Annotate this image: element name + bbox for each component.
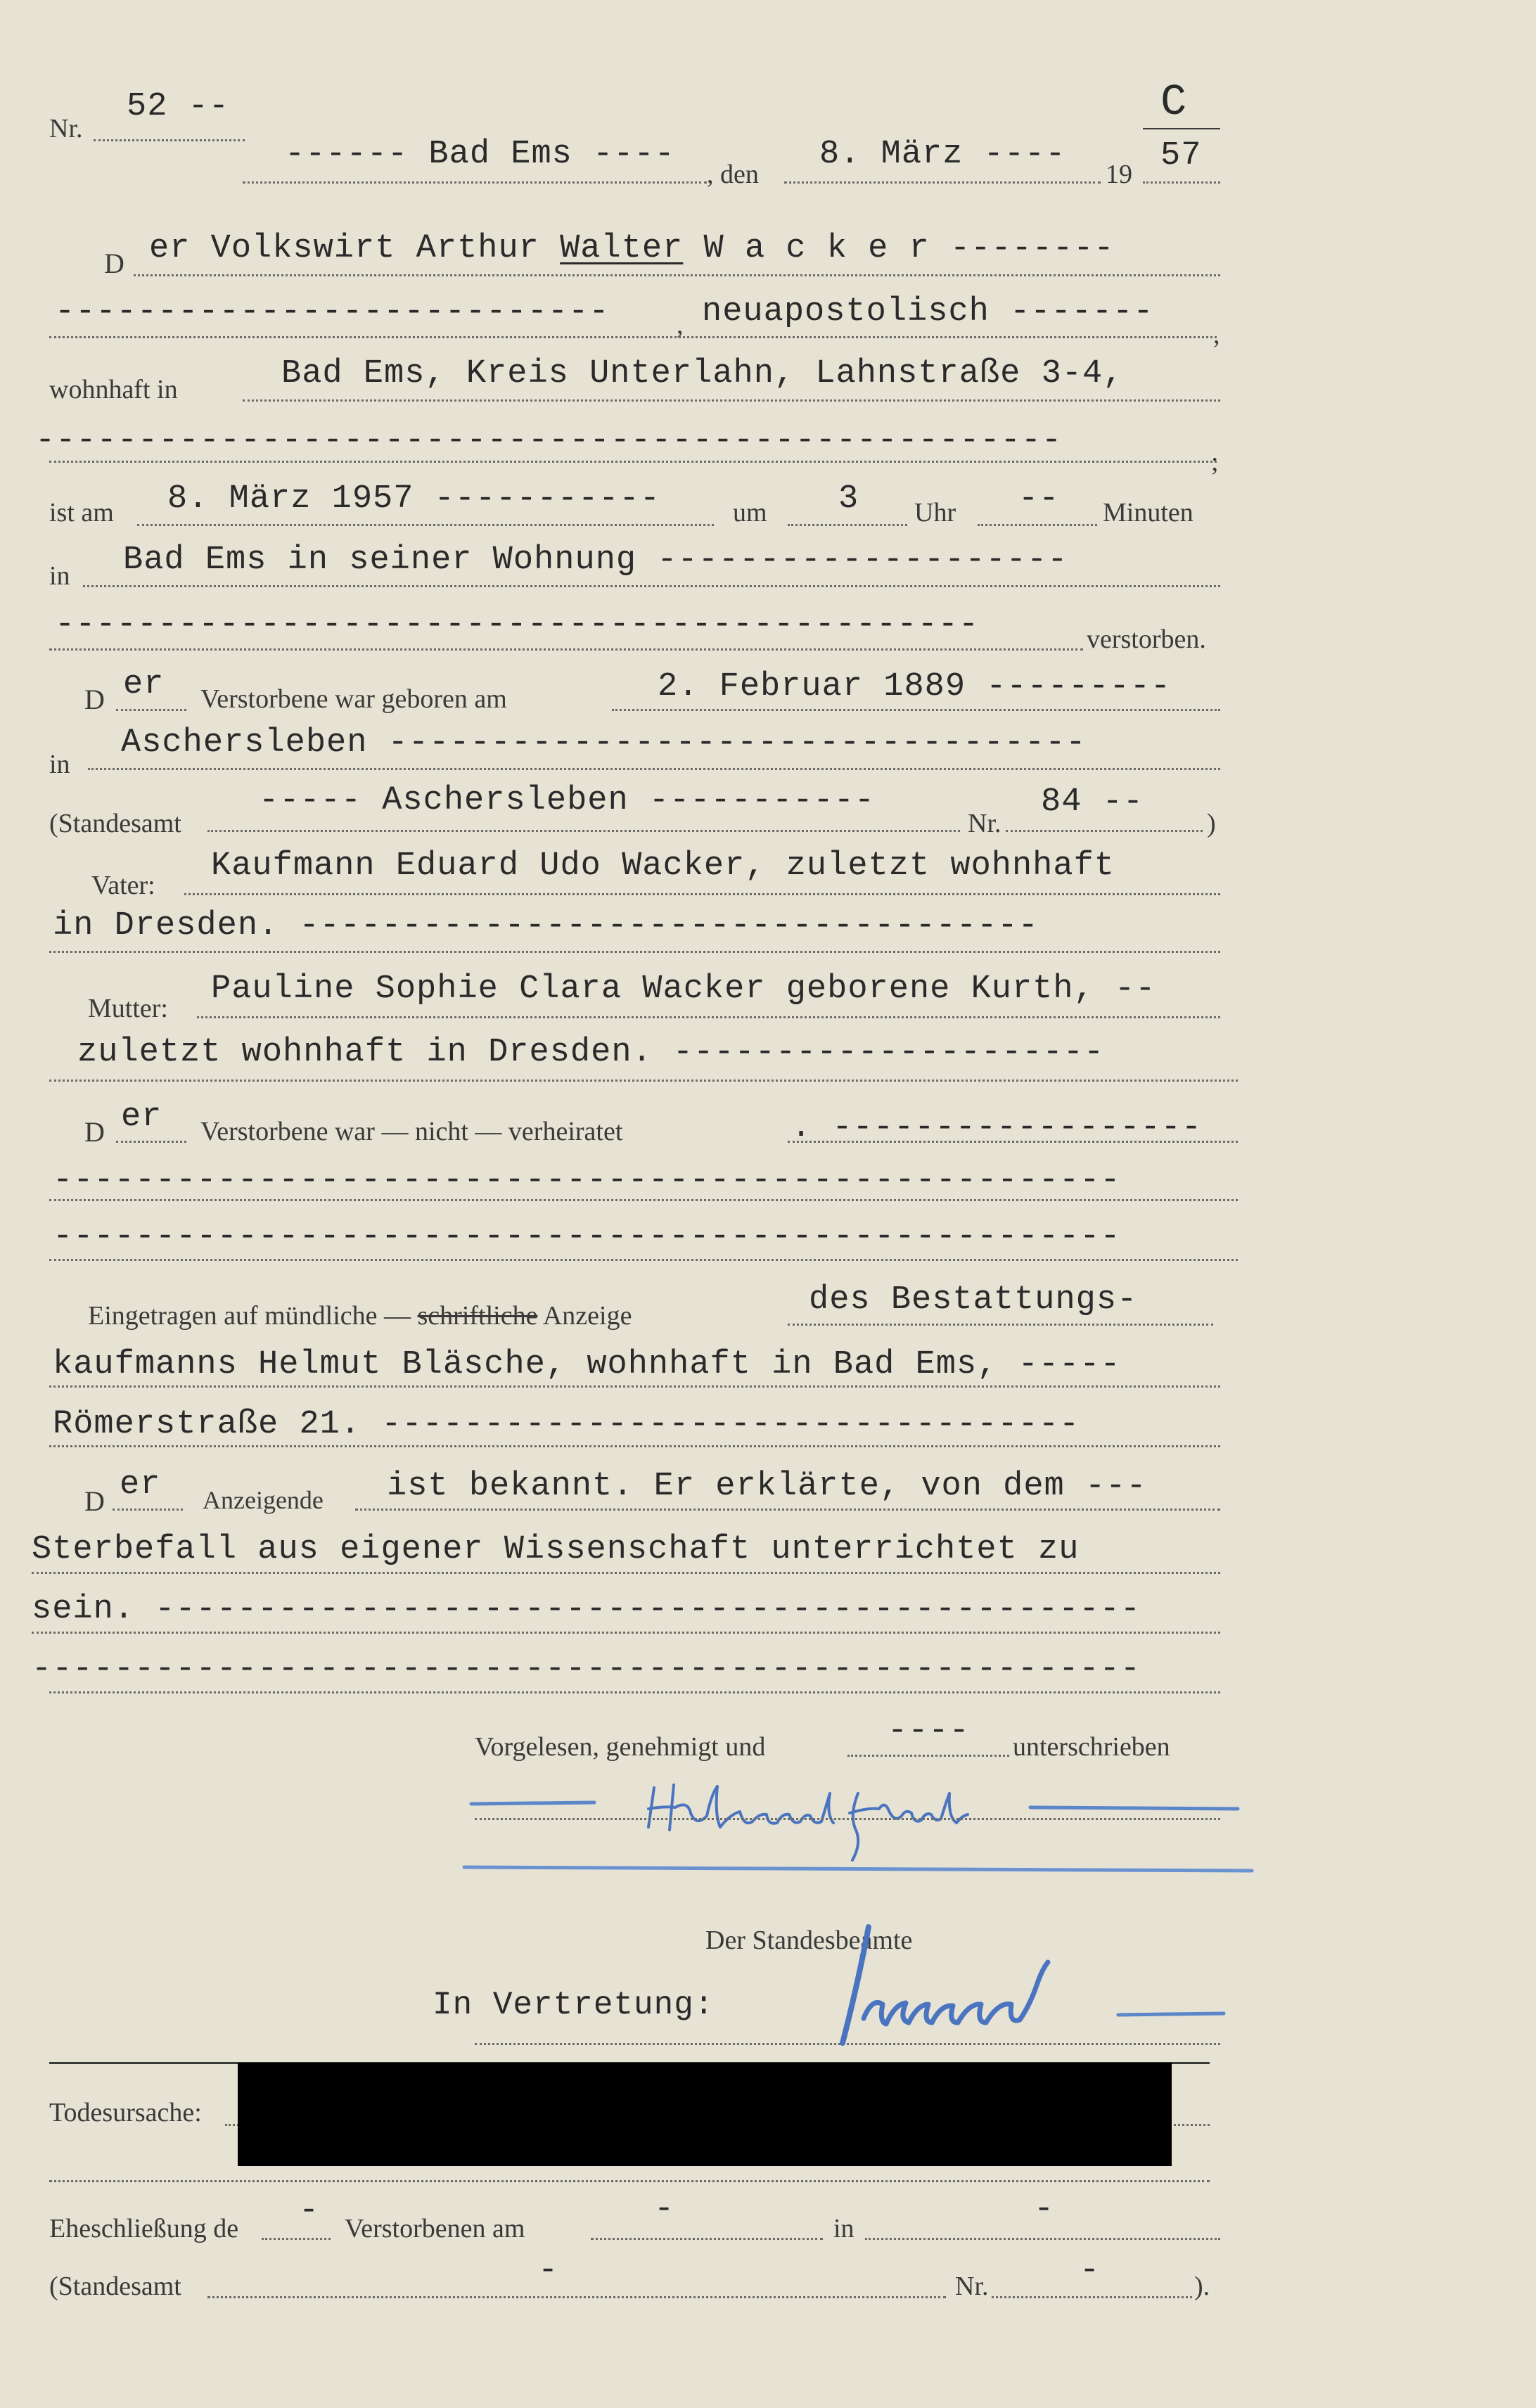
birth-d-suffix: er (123, 666, 165, 703)
anzeigende-d-suffix: er (120, 1466, 161, 1504)
cause-of-death-redaction (238, 2063, 1172, 2166)
um-label: um (733, 498, 767, 527)
footer-standesamt-label: (Standesamt (49, 2272, 181, 2301)
birth-place: Aschersleben ---------------------------------- (121, 724, 1087, 762)
death-minutes: -- (1018, 480, 1060, 518)
anzeigende-label: Anzeigende (203, 1486, 324, 1514)
year-suffix: 57 (1160, 137, 1202, 174)
nr-label: Nr. (49, 114, 83, 143)
uhr-label: Uhr (914, 498, 956, 527)
mutter-label: Mutter: (88, 994, 168, 1023)
birth-d-label: D (84, 684, 105, 715)
death-in-label: in (49, 561, 70, 591)
death-hour: 3 (838, 480, 859, 518)
birth-nr-value: 84 -- (1041, 783, 1144, 821)
nr-value: 52 -- (127, 88, 230, 125)
wohnhaft-label: wohnhaft in (49, 375, 178, 404)
marital-d-label: D (84, 1116, 105, 1148)
birth-close: ) (1207, 809, 1216, 838)
year-prefix: 19 (1106, 160, 1132, 189)
deceased-address-cont: -------------------------------------------------- (35, 422, 1063, 459)
verstorben-label: verstorben. (1087, 625, 1206, 654)
address-semicolon: ; (1211, 447, 1219, 477)
marital-text: Verstorbene war — nicht — verheiratet (200, 1117, 623, 1146)
footer-standesamt-value: - (538, 2252, 559, 2289)
deceased-religion: neuapostolisch ------- (702, 293, 1154, 331)
marriage-date-value: - (654, 2191, 675, 2228)
vorgelesen-label: Vorgelesen, genehmigt und (475, 1732, 766, 1762)
den-label: , den (707, 160, 759, 189)
death-place: Bad Ems in seiner Wohnung -------------------- (123, 542, 1068, 579)
vater-label: Vater: (91, 871, 155, 900)
header-place: ------ Bad Ems ---- (285, 136, 675, 173)
report-line4: ist bekannt. Er erklärte, von dem --- (387, 1468, 1147, 1505)
vater-line2: in Dresden. ------------------------------------ (53, 907, 1039, 944)
eheschliessung-d-value: - (299, 2192, 320, 2229)
marital-line2: ---------------------------------------------------- (53, 1162, 1121, 1199)
eingetragen-text: Eingetragen auf mündliche — schriftliche Anzeige (88, 1301, 632, 1331)
report-line3: Römerstraße 21. ---------------------------------- (53, 1406, 1080, 1443)
todesursache-label: Todesursache: (49, 2098, 202, 2127)
marital-d-suffix: er (121, 1099, 162, 1136)
birth-date: 2. Februar 1889 --------- (658, 668, 1172, 705)
death-place-cont: --------------------------------------------- (55, 606, 980, 643)
verstorbenen-am-label: Verstorbenen am (345, 2214, 525, 2243)
birth-standesamt-value: ----- Aschersleben ----------- (259, 782, 876, 819)
death-date: 8. März 1957 ----------- (167, 480, 660, 518)
footer-nr-label: Nr. (955, 2272, 989, 2301)
religion-comma: , (1213, 320, 1220, 350)
unterschrieben-label: unterschrieben (1013, 1732, 1170, 1762)
informant-signature-image (464, 1772, 1252, 1878)
marriage-place-value: - (1034, 2191, 1055, 2228)
marital-value: . ------------------ (791, 1109, 1203, 1146)
vorgelesen-value: ---- (888, 1712, 970, 1750)
report-line2: kaufmanns Helmut Bläsche, wohnhaft in Bad Ems, ----- (53, 1346, 1121, 1383)
mutter-line2: zuletzt wohnhaft in Dresden. --------------------- (77, 1034, 1105, 1071)
deceased-line1: er Volkswirt Arthur Walter W a c k e r -------- (149, 230, 1115, 267)
struck-schriftliche: schriftliche (417, 1301, 538, 1331)
report-line5: Sterbefall aus eigener Wissenschaft unterrichtet zu (32, 1531, 1080, 1568)
birth-nr-label: Nr. (968, 809, 1001, 838)
anzeigende-d-label: D (84, 1485, 105, 1517)
registrar-signature-image (788, 1899, 1238, 2061)
footer-nr-value: - (1080, 2252, 1101, 2289)
birth-standesamt-label: (Standesamt (49, 809, 181, 838)
report-line1: des Bestattungs- (809, 1281, 1138, 1319)
footer-close: ). (1194, 2272, 1210, 2301)
deceased-line2-sep: , (677, 310, 684, 340)
vater-line1: Kaufmann Eduard Udo Wacker, zuletzt wohnhaft (211, 847, 1115, 885)
minuten-label: Minuten (1103, 498, 1193, 527)
deceased-given-name: Walter (560, 230, 684, 267)
birth-in-label: in (49, 750, 70, 779)
report-line7: ------------------------------------------------------ (32, 1651, 1141, 1688)
marriage-in-label: in (833, 2214, 855, 2243)
register-letter: C (1160, 77, 1188, 127)
mutter-line1: Pauline Sophie Clara Wacker geborene Kurth, -- (211, 971, 1156, 1008)
report-line6: sein. ------------------------------------------------ (32, 1591, 1141, 1628)
ist-am-label: ist am (49, 498, 114, 527)
deceased-line2-dashes: --------------------------- (55, 293, 610, 331)
vertretung-label: In Vertretung: (433, 1987, 715, 2023)
deceased-d-label: D (104, 248, 124, 279)
geboren-label: Verstorbene war geboren am (200, 684, 507, 714)
standesbeamte-label: Der Standesbeamte (705, 1926, 913, 1955)
marital-line3: ---------------------------------------------------- (53, 1218, 1121, 1255)
deceased-address: Bad Ems, Kreis Unterlahn, Lahnstraße 3-4, (281, 355, 1124, 392)
eheschliessung-label: Eheschließung de (49, 2214, 239, 2243)
header-date: 8. März ---- (819, 136, 1066, 173)
